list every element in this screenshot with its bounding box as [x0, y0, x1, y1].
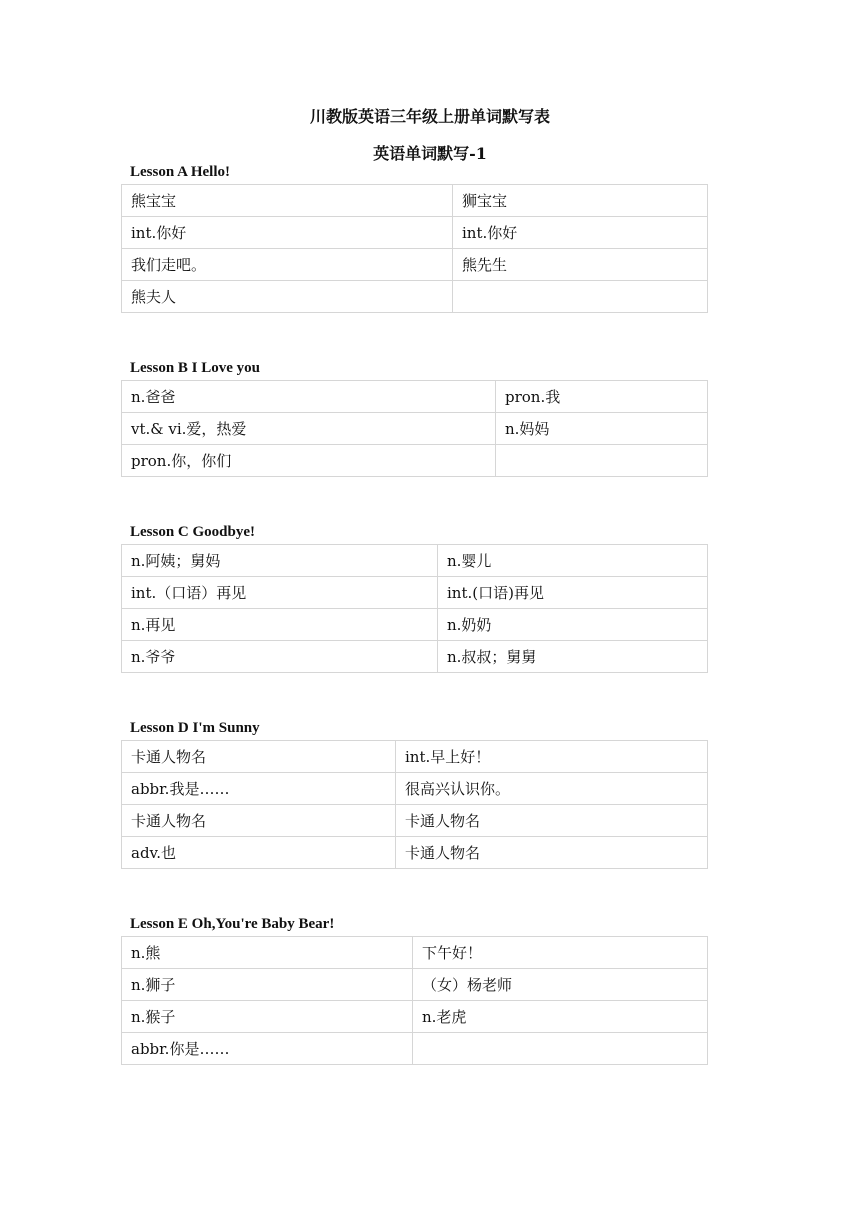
- table-row: [122, 413, 708, 445]
- table-cell: n.再见: [122, 609, 438, 641]
- lesson-a-heading: Lesson A Hello!: [130, 164, 231, 180]
- table-row: [122, 805, 708, 837]
- table-cell: n.阿姨；舅妈: [122, 545, 438, 577]
- table-cell: int.(口语)再见: [438, 577, 708, 609]
- lesson-b-table: [121, 380, 708, 477]
- table-row: [122, 609, 708, 641]
- table-cell: [496, 445, 708, 477]
- table-cell: [453, 281, 708, 313]
- table-row: [122, 937, 708, 969]
- table-cell: pron.我: [496, 381, 708, 413]
- table-row: [122, 1033, 708, 1065]
- table-row: [122, 641, 708, 673]
- table-row: [122, 969, 708, 1001]
- table-row: [122, 445, 708, 477]
- table-row: [122, 1001, 708, 1033]
- table-cell: 卡通人物名: [122, 741, 396, 773]
- lesson-b-heading: Lesson B I Love you: [130, 360, 261, 376]
- table-cell: abbr.你是……: [122, 1033, 413, 1065]
- table-cell: abbr.我是……: [122, 773, 396, 805]
- table-cell: n.叔叔；舅舅: [438, 641, 708, 673]
- table-cell: n.熊: [122, 937, 413, 969]
- page-subtitle: 英语单词默写-1: [373, 144, 487, 163]
- lesson-d-table: [121, 740, 708, 869]
- table-cell: int.早上好！: [396, 741, 708, 773]
- table-row: [122, 281, 708, 313]
- table-cell: 我们走吧。: [122, 249, 453, 281]
- table-cell: int.你好: [453, 217, 708, 249]
- table-cell: adv.也: [122, 837, 396, 869]
- table-row: [122, 741, 708, 773]
- table-cell: pron.你，你们: [122, 445, 496, 477]
- table-cell: 卡通人物名: [396, 837, 708, 869]
- table-row: [122, 773, 708, 805]
- table-cell: n.爷爷: [122, 641, 438, 673]
- table-cell: vt.& vi.爱，热爱: [122, 413, 496, 445]
- lesson-e-table: [121, 936, 708, 1065]
- lesson-c-table: [121, 544, 708, 673]
- table-cell: n.猴子: [122, 1001, 413, 1033]
- table-cell: int.（口语）再见: [122, 577, 438, 609]
- table-cell: n.奶奶: [438, 609, 708, 641]
- table-cell: 熊先生: [453, 249, 708, 281]
- table-cell: （女）杨老师: [413, 969, 708, 1001]
- table-cell: 卡通人物名: [122, 805, 396, 837]
- lesson-d-heading: Lesson D I'm Sunny: [130, 720, 260, 736]
- table-row: [122, 837, 708, 869]
- table-row: [122, 381, 708, 413]
- table-cell: 很高兴认识你。: [396, 773, 708, 805]
- page-title: 川教版英语三年级上册单词默写表: [309, 107, 550, 126]
- table-cell: n.狮子: [122, 969, 413, 1001]
- lesson-e-heading: Lesson E Oh,You're Baby Bear!: [130, 916, 335, 932]
- lesson-a-table: [121, 184, 708, 313]
- table-row: [122, 217, 708, 249]
- lesson-c-heading: Lesson C Goodbye!: [130, 524, 256, 540]
- table-cell: 下午好！: [413, 937, 708, 969]
- table-row: [122, 577, 708, 609]
- table-cell: int.你好: [122, 217, 453, 249]
- table-cell: n.老虎: [413, 1001, 708, 1033]
- table-cell: n.婴儿: [438, 545, 708, 577]
- table-row: [122, 545, 708, 577]
- table-cell: 熊夫人: [122, 281, 453, 313]
- table-cell: 狮宝宝: [453, 185, 708, 217]
- table-cell: n.妈妈: [496, 413, 708, 445]
- table-row: [122, 249, 708, 281]
- table-cell: n.爸爸: [122, 381, 496, 413]
- table-cell: 卡通人物名: [396, 805, 708, 837]
- table-cell: 熊宝宝: [122, 185, 453, 217]
- table-row: [122, 185, 708, 217]
- table-cell: [413, 1033, 708, 1065]
